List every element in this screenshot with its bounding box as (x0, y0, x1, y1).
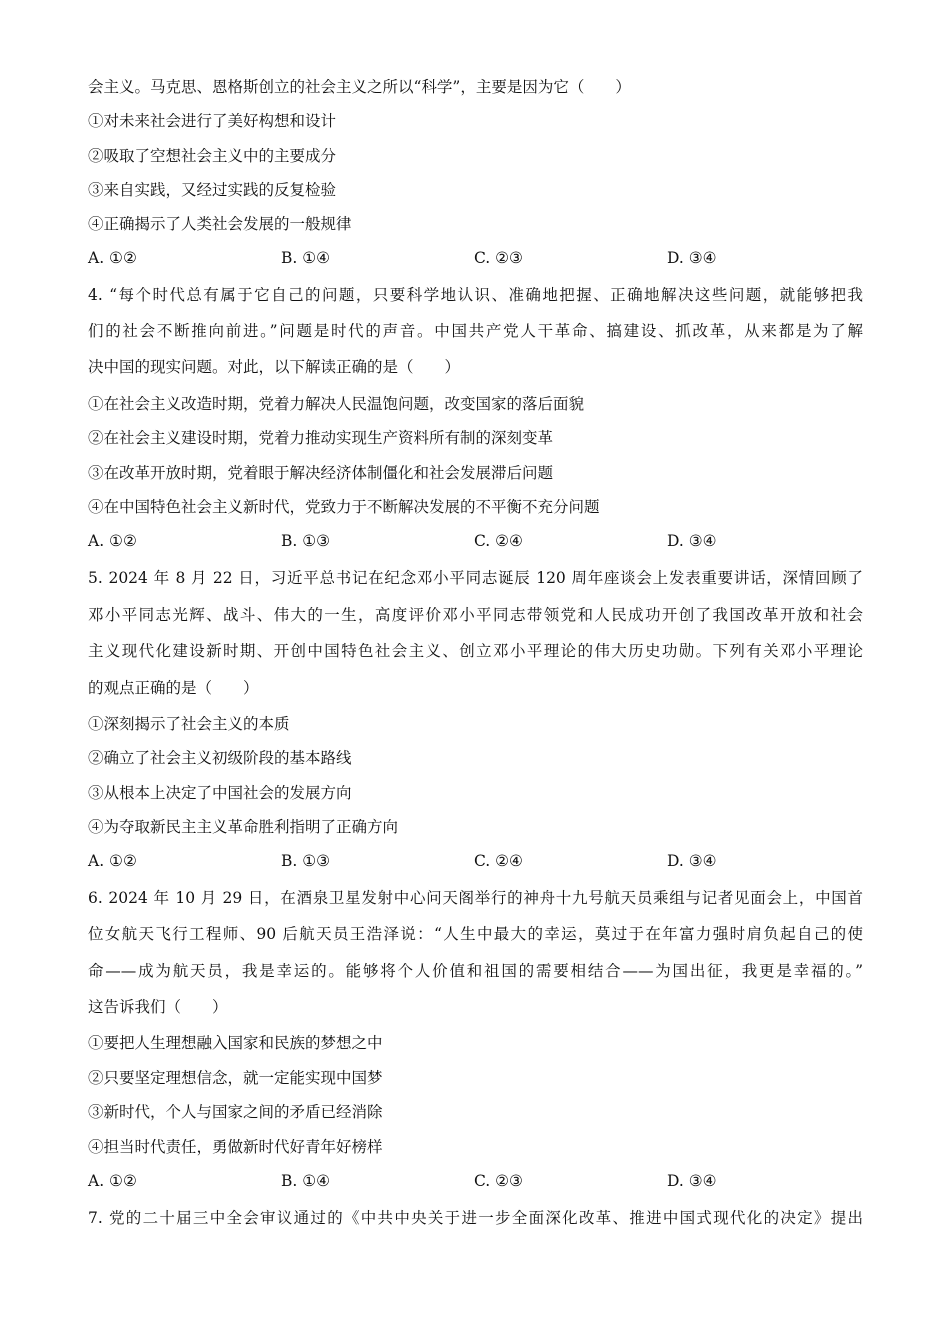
q3-stem-continued: 会主义。马克思、恩格斯创立的社会主义之所以“科学”，主要是因为它（ ） (88, 78, 631, 96)
q3-item-4: ④正确揭示了人类社会发展的一般规律 (88, 215, 352, 233)
q6-option-d: D. ③④ (667, 1172, 717, 1190)
q4-item-1: ①在社会主义改造时期，党着力解决人民温饱问题，改变国家的落后面貌 (88, 395, 585, 413)
q4-option-a: A. ①② (88, 532, 137, 550)
q5-option-b: B. ①③ (281, 852, 331, 870)
q6-item-2: ②只要坚定理想信念，就一定能实现中国梦 (88, 1069, 383, 1087)
q6-stem-line-3: 命——成为航天员，我是幸运的。能够将个人价值和祖国的需要相结合——为国出征，我更是幸福的。” (88, 962, 863, 980)
q6-item-3: ③新时代，个人与国家之间的矛盾已经消除 (88, 1103, 383, 1121)
q3-item-1: ①对未来社会进行了美好构想和设计 (88, 112, 337, 130)
q5-stem-line-4: 的观点正确的是（ ） (88, 679, 259, 697)
q4-option-b: B. ①③ (281, 532, 331, 550)
q6-option-b: B. ①④ (281, 1172, 331, 1190)
q6-item-1: ①要把人生理想融入国家和民族的梦想之中 (88, 1034, 383, 1052)
q5-option-c: C. ②④ (474, 852, 523, 870)
q6-item-4: ④担当时代责任，勇做新时代好青年好榜样 (88, 1138, 383, 1156)
q5-stem-line-3: 主义现代化建设新时期、开创中国特色社会主义、创立邓小平理论的伟大历史功勋。下列有关邓小平理论 (88, 642, 863, 660)
q3-item-2: ②吸取了空想社会主义中的主要成分 (88, 147, 337, 165)
q7-stem-line-1: 7. 党的二十届三中全会审议通过的《中共中央关于进一步全面深化改革、推进中国式现代化的决定》提出 (88, 1209, 863, 1227)
q5-options (88, 851, 863, 871)
q4-option-d: D. ③④ (667, 532, 717, 550)
q3-option-c: C. ②③ (474, 249, 523, 267)
q6-option-c: C. ②③ (474, 1172, 523, 1190)
q3-option-b: B. ①④ (281, 249, 331, 267)
q4-stem-line-1: 4. “每个时代总有属于它自己的问题，只要科学地认识、准确地把握、正确地解决这些问题，就能够把我 (88, 286, 863, 304)
q5-stem-line-1: 5. 2024 年 8 月 22 日，习近平总书记在纪念邓小平同志诞辰 120 周年座谈会上发表重要讲话，深情回顾了 (88, 569, 863, 587)
q4-item-2: ②在社会主义建设时期，党着力推动实现生产资料所有制的深刻变革 (88, 429, 554, 447)
q6-options (88, 1171, 863, 1191)
q4-option-c: C. ②④ (474, 532, 523, 550)
q5-item-4: ④为夺取新民主主义革命胜利指明了正确方向 (88, 818, 399, 836)
q5-item-3: ③从根本上决定了中国社会的发展方向 (88, 784, 352, 802)
q6-stem-line-4: 这告诉我们（ ） (88, 998, 228, 1016)
q5-item-2: ②确立了社会主义初级阶段的基本路线 (88, 749, 352, 767)
q5-option-a: A. ①② (88, 852, 137, 870)
q6-stem-line-1: 6. 2024 年 10 月 29 日，在酒泉卫星发射中心问天阁举行的神舟十九号航天员乘组与记者见面会上，中国首 (88, 889, 863, 907)
q6-option-a: A. ①② (88, 1172, 137, 1190)
q4-item-4: ④在中国特色社会主义新时代，党致力于不断解决发展的不平衡不充分问题 (88, 498, 600, 516)
q5-option-d: D. ③④ (667, 852, 717, 870)
q6-stem-line-2: 位女航天飞行工程师、90 后航天员王浩泽说：“人生中最大的幸运，莫过于在年富力强时肩负起自己的使 (88, 925, 863, 943)
q5-item-1: ①深刻揭示了社会主义的本质 (88, 715, 290, 733)
q3-item-3: ③来自实践，又经过实践的反复检验 (88, 181, 337, 199)
q3-options (88, 248, 863, 268)
q3-option-d: D. ③④ (667, 249, 717, 267)
q4-item-3: ③在改革开放时期，党着眼于解决经济体制僵化和社会发展滞后问题 (88, 464, 554, 482)
q3-option-a: A. ①② (88, 249, 137, 267)
q4-stem-line-2: 们的社会不断推向前进。”问题是时代的声音。中国共产党人干革命、搞建设、抓改革，从来都是为了解 (88, 322, 863, 340)
q4-stem-line-3: 决中国的现实问题。对此，以下解读正确的是（ ） (88, 358, 461, 376)
q4-options (88, 531, 863, 551)
q5-stem-line-2: 邓小平同志光辉、战斗、伟大的一生，高度评价邓小平同志带领党和人民成功开创了我国改革开放和社会 (88, 606, 863, 624)
